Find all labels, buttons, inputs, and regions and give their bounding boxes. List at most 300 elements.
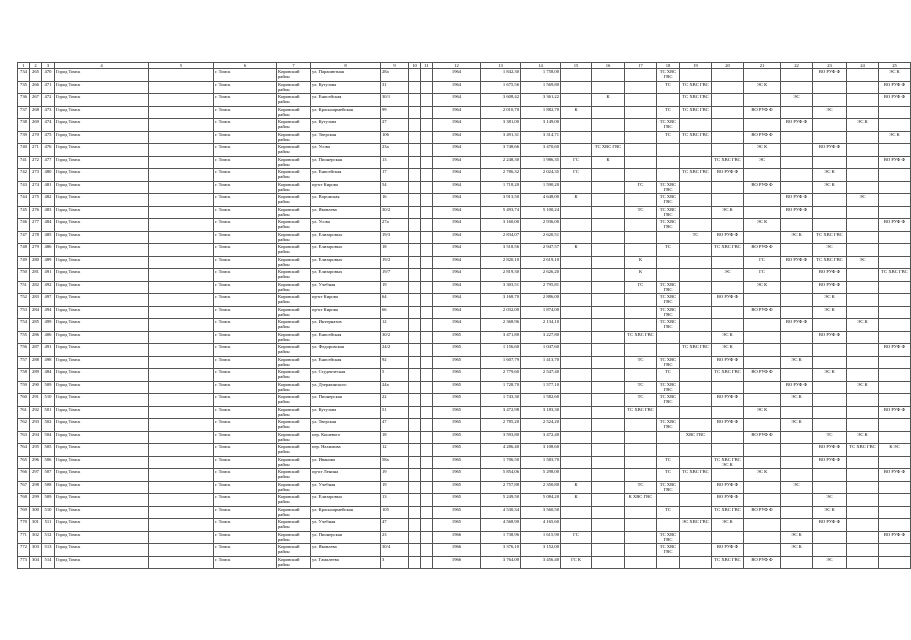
table-cell: 756 [18, 344, 30, 357]
table-cell: 51 [381, 406, 409, 419]
table-cell: ул. Усова [311, 144, 381, 157]
table-cell [561, 294, 592, 307]
table-cell [149, 94, 214, 107]
table-cell [813, 356, 847, 369]
table-cell [781, 281, 813, 294]
table-cell: Кировский район [277, 331, 311, 344]
table-cell [421, 181, 433, 194]
table-cell: 737 [18, 106, 30, 119]
table-cell: 491 [42, 344, 55, 357]
table-cell: 2 368,96 [481, 319, 521, 332]
table-cell [680, 494, 712, 507]
table-cell: 514 [42, 556, 55, 569]
table-cell: 770 [18, 519, 30, 532]
table-cell: 2 626,20 [521, 269, 561, 282]
table-cell: г. Томск [214, 169, 277, 182]
table-cell: ЭС К [847, 319, 879, 332]
table-cell [149, 194, 214, 207]
table-cell [592, 369, 625, 382]
table-cell [781, 106, 813, 119]
table-cell [409, 419, 421, 432]
table-cell [813, 81, 847, 94]
table-cell [879, 381, 911, 394]
table-cell: Кировский район [277, 456, 311, 469]
table-cell: 509 [42, 494, 55, 507]
column-number: 25 [879, 63, 911, 69]
table-cell: ВО РУФ Ф [744, 369, 781, 382]
table-cell: 2 786,32 [481, 169, 521, 182]
table-cell [592, 406, 625, 419]
table-cell [592, 269, 625, 282]
table-cell: г. Томск [214, 256, 277, 269]
table-cell: 3 227,80 [521, 331, 561, 344]
table-cell [149, 319, 214, 332]
table-cell: 485 [42, 231, 55, 244]
table-cell [657, 269, 680, 282]
table-cell: пр-кт Кирова [311, 181, 381, 194]
table-cell [421, 544, 433, 557]
table-cell: ЭС К [813, 181, 847, 194]
table-cell [421, 231, 433, 244]
table-cell: 27а [381, 219, 409, 232]
table-cell: 1 590,20 [521, 181, 561, 194]
table-cell: Кировский район [277, 519, 311, 532]
table-cell: 106 [381, 131, 409, 144]
table-cell [625, 506, 657, 519]
table-cell: ул. Пионерская [311, 156, 381, 169]
table-cell: 511 [42, 519, 55, 532]
table-cell: ВО РУФ Ф [781, 206, 813, 219]
table-cell: ТС [657, 456, 680, 469]
table-cell [421, 531, 433, 544]
table-cell [712, 106, 744, 119]
table-cell [781, 331, 813, 344]
table-cell: 1964 [433, 144, 481, 157]
table-cell: Город Томск [55, 469, 149, 482]
table-cell [879, 369, 911, 382]
table-cell [680, 281, 712, 294]
table-cell [879, 306, 911, 319]
table-cell: 484 [42, 219, 55, 232]
table-cell: 755 [18, 331, 30, 344]
table-cell: 2 032,00 [481, 306, 521, 319]
table-cell [149, 269, 214, 282]
table-cell: 1 882,70 [521, 106, 561, 119]
table-cell: Город Томск [55, 494, 149, 507]
table-cell: г. Томск [214, 81, 277, 94]
column-number: 22 [781, 63, 813, 69]
table-cell [409, 119, 421, 132]
table-cell: ТС ХВС ГВС [712, 244, 744, 257]
table-cell: ГС [561, 156, 592, 169]
table-cell: Кировский район [277, 181, 311, 194]
table-cell [592, 294, 625, 307]
table-cell [744, 481, 781, 494]
table-cell: ул. Пионерская [311, 531, 381, 544]
table-cell [592, 206, 625, 219]
table-cell: ТС [657, 469, 680, 482]
table-cell: ТС [657, 369, 680, 382]
table-cell: 304 [30, 556, 42, 569]
table-cell: ВО РУФ Ф [879, 531, 911, 544]
table-cell [847, 531, 879, 544]
table-cell [421, 419, 433, 432]
table-cell [657, 444, 680, 457]
table-cell: ТС [680, 231, 712, 244]
table-cell [421, 456, 433, 469]
table-cell: ГС [561, 531, 592, 544]
table-cell: 302 [30, 531, 42, 544]
table-cell: 2 134,10 [521, 319, 561, 332]
table-row [18, 219, 911, 232]
table-cell: пр-кт Кирова [311, 294, 381, 307]
table-cell: 295 [30, 444, 42, 457]
table-cell: 291 [30, 394, 42, 407]
table-cell: Город Томск [55, 369, 149, 382]
table-cell: г. Томск [214, 144, 277, 157]
table-cell [680, 444, 712, 457]
table-cell: ул. Елизаровых [311, 269, 381, 282]
table-cell [409, 506, 421, 519]
table-cell: 1964 [433, 319, 481, 332]
table-cell: 735 [18, 81, 30, 94]
table-cell: 760 [18, 394, 30, 407]
table-cell: 758 [18, 369, 30, 382]
table-cell: ТС [625, 381, 657, 394]
table-cell [813, 419, 847, 432]
table-cell: Кировский район [277, 269, 311, 282]
table-cell: 736 [18, 94, 30, 107]
table-cell [592, 281, 625, 294]
table-cell [592, 494, 625, 507]
table-cell [847, 356, 879, 369]
table-cell: 748 [18, 244, 30, 257]
table-cell: 31 [381, 81, 409, 94]
table-cell [847, 556, 879, 569]
table-cell [680, 156, 712, 169]
table-cell [744, 294, 781, 307]
table-cell [592, 306, 625, 319]
table-cell [847, 344, 879, 357]
table-cell [561, 444, 592, 457]
table-cell: ЭС [813, 106, 847, 119]
table-cell: 5 084,20 [521, 494, 561, 507]
table-cell: 3 149,00 [521, 119, 561, 132]
table-cell [592, 344, 625, 357]
table-cell: 3 314,71 [521, 131, 561, 144]
table-cell [625, 369, 657, 382]
table-cell: Город Томск [55, 219, 149, 232]
table-cell [657, 406, 680, 419]
table-cell [813, 156, 847, 169]
table-cell [781, 431, 813, 444]
table-cell: 769 [18, 506, 30, 519]
table-cell [813, 319, 847, 332]
table-row [18, 344, 911, 357]
table-cell: г. Томск [214, 319, 277, 332]
table-cell: г. Томск [214, 181, 277, 194]
table-cell: 273 [30, 169, 42, 182]
table-cell [561, 219, 592, 232]
table-cell [879, 544, 911, 557]
table-cell [847, 269, 879, 282]
table-cell: Кировский район [277, 306, 311, 319]
register-table-body [18, 63, 911, 569]
table-cell: Кировский район [277, 244, 311, 257]
table-cell [592, 119, 625, 132]
table-cell: 499 [42, 319, 55, 332]
table-cell: 1964 [433, 156, 481, 169]
table-row [18, 231, 911, 244]
table-row [18, 256, 911, 269]
table-cell [149, 406, 214, 419]
table-cell: 477 [42, 156, 55, 169]
table-row [18, 269, 911, 282]
table-cell: Город Томск [55, 506, 149, 519]
table-cell: ЭС К [781, 394, 813, 407]
table-cell [592, 419, 625, 432]
table-cell: 1965 [433, 381, 481, 394]
table-cell: ЭС К [847, 119, 879, 132]
table-cell [781, 369, 813, 382]
table-cell [781, 494, 813, 507]
table-cell: 751 [18, 281, 30, 294]
table-cell: 19/2 [381, 256, 409, 269]
table-cell [879, 169, 911, 182]
table-row [18, 194, 911, 207]
table-cell: г. Томск [214, 419, 277, 432]
table-cell: ГС [625, 181, 657, 194]
table-cell [409, 181, 421, 194]
table-cell: ТС ХВС ГВС [680, 131, 712, 144]
column-number: 23 [813, 63, 847, 69]
table-cell [421, 244, 433, 257]
table-cell: ВО РУФ Ф [781, 319, 813, 332]
table-cell: Кировский район [277, 194, 311, 207]
table-cell: ул. Яковлева [311, 206, 381, 219]
table-cell: 2 834,07 [481, 231, 521, 244]
table-cell [592, 256, 625, 269]
table-cell: ТС ХВС ГВС [680, 106, 712, 119]
table-cell: 3 381,00 [481, 119, 521, 132]
table-cell: 28а [381, 69, 409, 82]
table-cell [409, 156, 421, 169]
table-cell: г. Томск [214, 394, 277, 407]
table-cell [592, 169, 625, 182]
table-cell: Кировский район [277, 369, 311, 382]
table-cell [813, 381, 847, 394]
table-cell: ЭС К [813, 169, 847, 182]
table-cell [625, 244, 657, 257]
table-cell [712, 431, 744, 444]
table-cell: Город Томск [55, 294, 149, 307]
table-cell [657, 431, 680, 444]
table-cell: 1964 [433, 181, 481, 194]
table-cell [409, 294, 421, 307]
table-cell [409, 206, 421, 219]
table-cell [847, 106, 879, 119]
table-cell: 1 743,30 [481, 394, 521, 407]
table-row [18, 169, 911, 182]
table-cell: ЭС [847, 256, 879, 269]
table-cell [409, 244, 421, 257]
table-cell: ЭС К [781, 531, 813, 544]
table-cell [813, 344, 847, 357]
table-cell: 506 [42, 456, 55, 469]
table-cell: Кировский район [277, 469, 311, 482]
table-cell: ЭС К [744, 81, 781, 94]
column-number: 15 [561, 63, 592, 69]
table-cell: 482 [42, 194, 55, 207]
table-cell [149, 106, 214, 119]
table-cell: 1 738,96 [481, 531, 521, 544]
table-cell: 30/2 [381, 206, 409, 219]
table-cell [421, 394, 433, 407]
table-cell: ВО РУФ Ф [879, 469, 911, 482]
table-cell: ул. Кутузова [311, 81, 381, 94]
table-cell: ЭС К [712, 344, 744, 357]
table-cell: 3 456,40 [521, 556, 561, 569]
table-cell [847, 306, 879, 319]
table-cell [712, 381, 744, 394]
table-row [18, 506, 911, 519]
table-cell [625, 231, 657, 244]
table-cell [847, 219, 879, 232]
table-cell [421, 381, 433, 394]
table-cell [409, 144, 421, 157]
table-row [18, 119, 911, 132]
table-cell: г. Томск [214, 294, 277, 307]
table-cell [592, 531, 625, 544]
table-cell [781, 306, 813, 319]
table-cell: 286 [30, 331, 42, 344]
table-cell: 276 [30, 206, 42, 219]
table-row [18, 106, 911, 119]
table-cell: ТС ХВС ГВС [657, 194, 680, 207]
table-cell [561, 81, 592, 94]
table-cell: Город Томск [55, 231, 149, 244]
table-cell: 744 [18, 194, 30, 207]
table-cell [813, 531, 847, 544]
table-cell [680, 531, 712, 544]
table-cell [149, 69, 214, 82]
table-cell [149, 119, 214, 132]
table-cell: 1965 [433, 331, 481, 344]
table-cell: 512 [42, 531, 55, 544]
table-cell: Город Томск [55, 81, 149, 94]
table-cell: 277 [30, 219, 42, 232]
table-cell: 12 [381, 319, 409, 332]
table-cell [421, 219, 433, 232]
table-cell: ТС ХВС ГВС [657, 306, 680, 319]
table-cell: 510 [42, 394, 55, 407]
table-cell [744, 119, 781, 132]
table-cell [744, 419, 781, 432]
table-cell [744, 494, 781, 507]
table-cell: 1 758,00 [521, 69, 561, 82]
table-cell: 47 [381, 419, 409, 432]
table-row [18, 281, 911, 294]
table-cell: 1965 [433, 481, 481, 494]
table-row [18, 156, 911, 169]
table-cell [149, 394, 214, 407]
table-cell: 1966 [433, 531, 481, 544]
table-cell: 27 [381, 119, 409, 132]
table-cell [712, 181, 744, 194]
table-cell [744, 194, 781, 207]
table-cell: 5 100,24 [521, 206, 561, 219]
table-cell: ул. Учебная [311, 281, 381, 294]
table-cell [813, 194, 847, 207]
table-cell: 5 493,74 [481, 206, 521, 219]
table-cell: ул. Тверская [311, 131, 381, 144]
table-cell: Кировский район [277, 156, 311, 169]
table-cell [149, 506, 214, 519]
table-cell [744, 69, 781, 82]
table-cell [421, 106, 433, 119]
table-cell [421, 69, 433, 82]
table-cell: Кировский район [277, 419, 311, 432]
table-cell: ул. Кутузова [311, 406, 381, 419]
table-cell: 2 819,30 [481, 269, 521, 282]
table-cell: 1 569,80 [521, 81, 561, 94]
table-cell: ЭС [781, 94, 813, 107]
table-cell: К [561, 106, 592, 119]
table-row [18, 494, 911, 507]
table-cell: 2 524,20 [521, 419, 561, 432]
table-cell [625, 444, 657, 457]
table-cell: 3 183,30 [521, 406, 561, 419]
table-cell: г. Томск [214, 481, 277, 494]
table-cell [847, 456, 879, 469]
table-cell [409, 281, 421, 294]
table-cell [813, 406, 847, 419]
table-cell [744, 444, 781, 457]
table-cell [680, 556, 712, 569]
table-row [18, 306, 911, 319]
table-cell: ул. Парашютная [311, 69, 381, 82]
table-row [18, 381, 911, 394]
table-cell [409, 269, 421, 282]
table-cell: 763 [18, 431, 30, 444]
table-cell: 2 024,35 [521, 169, 561, 182]
table-cell: 3 303,51 [481, 281, 521, 294]
table-row [18, 144, 911, 157]
table-cell [680, 506, 712, 519]
table-cell [879, 206, 911, 219]
table-cell [781, 81, 813, 94]
table-cell: 13 [381, 494, 409, 507]
column-number: 20 [712, 63, 744, 69]
table-cell [879, 419, 911, 432]
register-table [17, 62, 911, 569]
table-cell [680, 306, 712, 319]
table-cell [149, 131, 214, 144]
table-cell: 23 [381, 531, 409, 544]
column-number: 12 [433, 63, 481, 69]
table-cell: ГС К [561, 556, 592, 569]
table-cell [409, 394, 421, 407]
table-cell [149, 144, 214, 157]
table-cell: пр-кт Кирова [311, 306, 381, 319]
table-cell: 1 842,30 [481, 69, 521, 82]
table-cell [625, 156, 657, 169]
table-cell [781, 131, 813, 144]
table-cell [847, 506, 879, 519]
table-cell: ЭС К [813, 306, 847, 319]
table-cell: ЭС [813, 556, 847, 569]
table-cell [712, 219, 744, 232]
